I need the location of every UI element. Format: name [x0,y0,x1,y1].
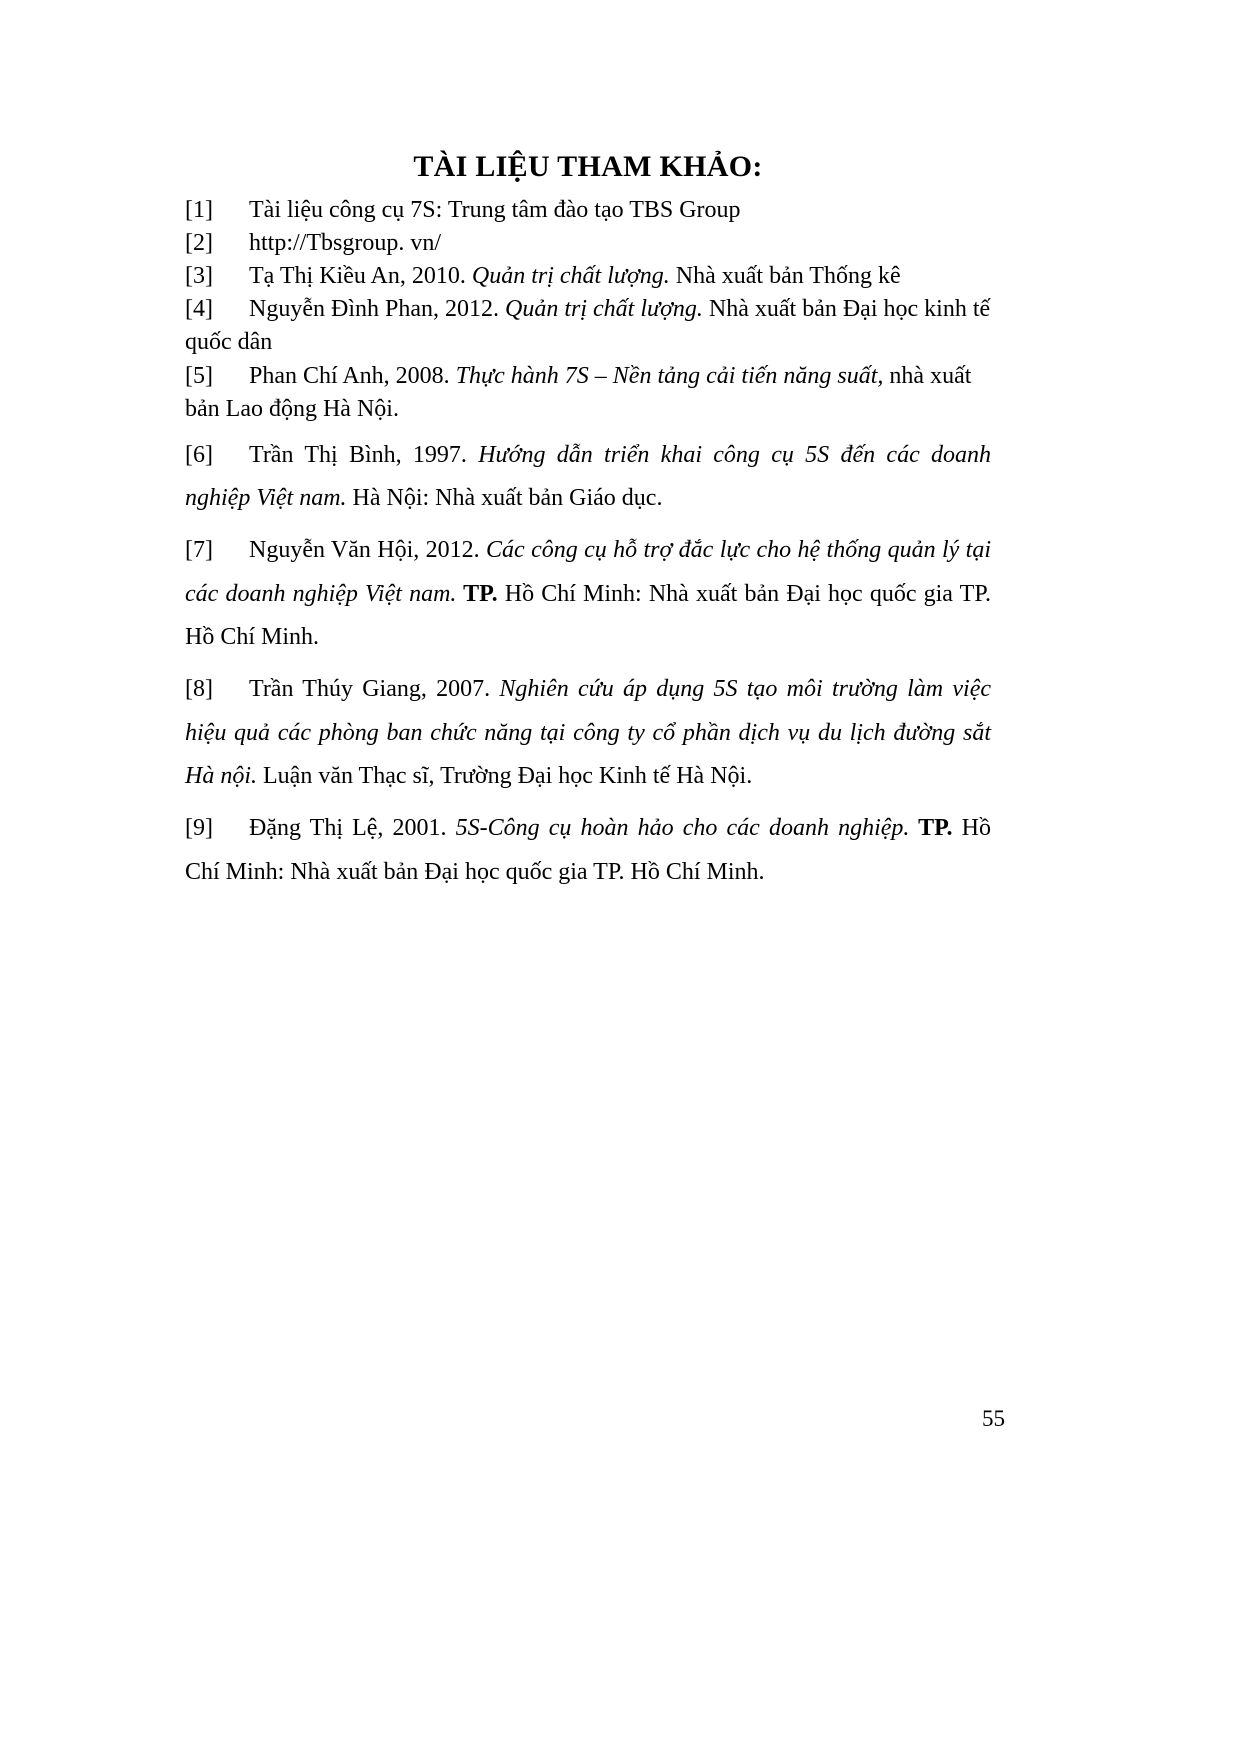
reference-text-segment: Quản trị chất lượng. [471,263,670,290]
reference-number: [4] [185,296,213,323]
reference-text-segment: Trần Thị Bình, 1997. [249,441,479,468]
reference-text-segment: TP. [909,815,953,842]
references-list [185,194,991,894]
reference-item [185,293,991,359]
reference-text-segment: Đặng Thị Lệ, 2001. [249,815,456,842]
reference-number: [7] [185,537,213,564]
reference-text-segment: Nguyễn Đình Phan, 2012. [249,296,505,323]
reference-text-segment: Thực hành 7S – Nền tảng cải tiến năng suất, [455,362,884,389]
reference-number: [6] [185,441,213,468]
reference-text-segment: Tạ Thị Kiều An, 2010. [249,263,472,290]
reference-text-segment: Hướng dẫn triển khai công cụ 5S đến các doanh nghiệp Việt nam. [185,441,992,512]
page-title: TÀI LIỆU THAM KHẢO: [413,150,763,183]
reference-text-segment: Tài liệu công cụ 7S: Trung tâm đào tạo TBS Group [249,197,741,223]
reference-item [185,260,991,293]
reference-item [185,434,991,521]
reference-text-segment: Hồ Chí Minh: Nhà xuất bản Đại học quốc gia TP. Hồ Chí Minh. [185,815,991,885]
reference-item [185,668,991,799]
reference-text-segment: Các công cụ hỗ trợ đắc lực cho hệ thống quản lý tại các doanh nghiệp Việt nam. [185,537,991,607]
reference-text-segment: Luận văn Thạc sĩ, Trường Đại học Kinh tế Hà Nội. [257,763,753,790]
reference-item [185,360,991,426]
reference-number: [8] [185,676,213,703]
reference-number: [3] [185,263,213,290]
reference-item [185,227,991,260]
reference-text-segment: Trần Thúy Giang, 2007. [249,676,500,703]
reference-number: [1] [185,197,213,223]
reference-number: [2] [185,230,213,257]
reference-text-segment: http://Tbsgroup. vn/ [249,230,441,257]
reference-item [185,807,991,894]
reference-text-segment: Quản trị chất lượng. [504,296,703,323]
reference-text-segment: Hà Nội: Nhà xuất bản Giáo dục. [346,485,663,512]
reference-number: [9] [185,815,213,842]
reference-text-segment: nhà xuất bản Lao động Hà Nội. [185,362,972,422]
reference-text-segment: 5S-Công cụ hoàn hảo cho các doanh nghiệp. [455,815,910,842]
reference-item [185,194,991,227]
reference-text-segment: Nghiên cứu áp dụng 5S tạo môi trường làm việc hiệu quả các phòng ban chức năng tại công ty cổ phần dịch vụ du lịch đường sắt Hà nội. [185,676,991,790]
reference-text-segment: TP. [456,580,498,607]
reference-text-segment: Phan Chí Anh, 2008. [249,362,456,389]
reference-number: [5] [185,362,213,389]
reference-text-segment: Hồ Chí Minh: Nhà xuất bản Đại học quốc gia TP. Hồ Chí Minh. [185,580,992,651]
reference-text-segment: Nhà xuất bản Thống kê [669,263,901,290]
reference-text-segment: Nhà xuất bản Đại học kinh tế quốc dân [185,296,991,356]
page-number: 55 [982,1406,1005,1431]
reference-item [185,529,991,660]
reference-text-segment: Nguyễn Văn Hội, 2012. [249,537,487,564]
page-content [185,150,991,894]
